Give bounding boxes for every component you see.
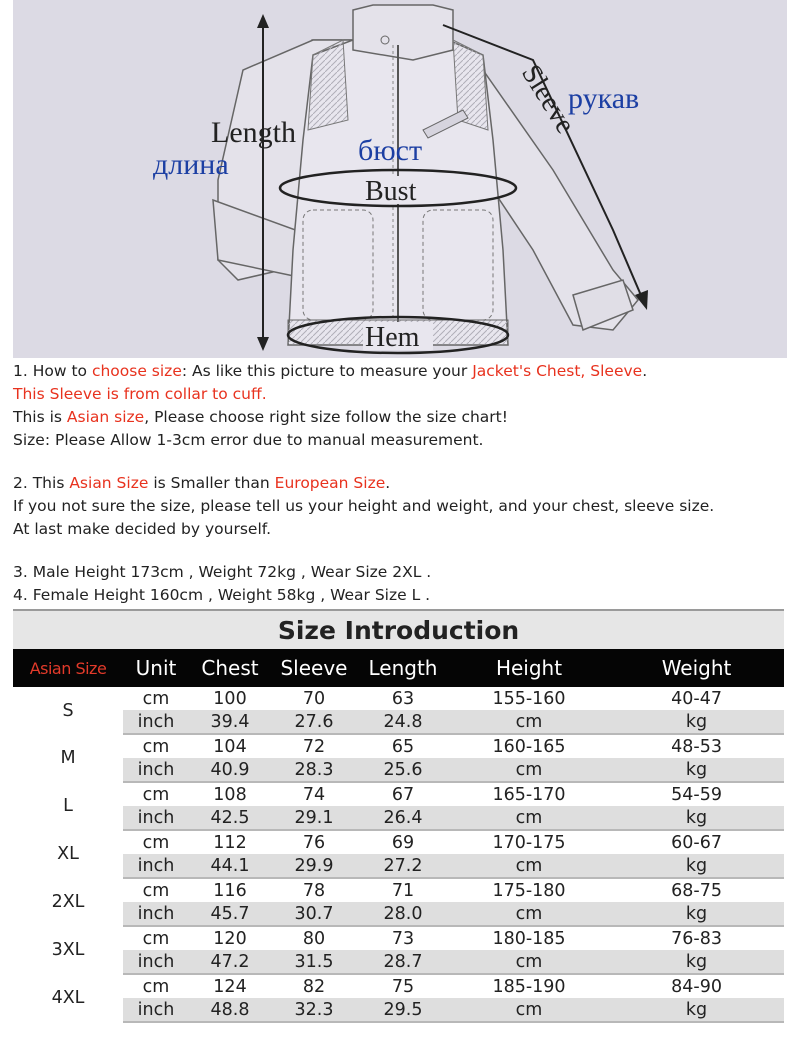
table-row (13, 734, 784, 758)
unit-cell: inch (123, 902, 189, 926)
value-cell: 42.5 (189, 806, 271, 830)
unit-cell: inch (123, 950, 189, 974)
note-line-6: If you not sure the size, please tell us your height and weight, and your chest, sleeve size. (13, 497, 715, 515)
value-cell: kg (609, 998, 784, 1022)
note-line-2: This Sleeve is from collar to cuff. (13, 385, 267, 403)
unit-cell: inch (123, 758, 189, 782)
value-cell: kg (609, 758, 784, 782)
table-title: Size Introduction (13, 610, 784, 649)
value-cell: 185-190 (492, 976, 566, 997)
value-cell: 54-59 (671, 784, 722, 805)
table-row (13, 830, 784, 854)
value-cell: 25.6 (357, 758, 449, 782)
value-cell: cm (449, 998, 609, 1022)
note-line-5 (13, 472, 793, 495)
value-cell: 48.8 (189, 998, 271, 1022)
value-cell: 78 (302, 880, 326, 901)
note-line-8: 3. Male Height 173cm , Weight 72kg , Wear Size 2XL . (13, 563, 432, 581)
value-cell: 30.7 (271, 902, 357, 926)
value-cell: 155-160 (492, 688, 566, 709)
value-cell: 108 (213, 784, 247, 805)
value-cell: 73 (391, 928, 415, 949)
value-cell: cm (449, 806, 609, 830)
note-line-9: 4. Female Height 160cm , Weight 58kg , Wear Size L . (13, 586, 431, 604)
value-cell: 48-53 (671, 736, 722, 757)
table-row (13, 687, 784, 710)
size-cell: 4XL (13, 974, 123, 1022)
unit-cell: cm (142, 928, 170, 949)
table-row (13, 710, 784, 734)
value-cell: 40-47 (671, 688, 722, 709)
value-cell: 100 (213, 688, 247, 709)
unit-cell: inch (123, 806, 189, 830)
bust-label-ru: бюст (358, 134, 423, 167)
value-cell: 170-175 (492, 832, 566, 853)
value-cell: cm (449, 710, 609, 734)
value-cell: 32.3 (271, 998, 357, 1022)
note-text: 1. How to (13, 362, 92, 380)
value-cell: 29.9 (271, 854, 357, 878)
note-highlight: Asian Size (69, 474, 149, 492)
header-chest: Chest (189, 649, 271, 687)
note-text: : As like this picture to measure your (181, 362, 473, 380)
value-cell: 39.4 (189, 710, 271, 734)
value-cell: 27.2 (357, 854, 449, 878)
size-table-body (13, 687, 784, 1022)
table-header-row (13, 649, 784, 687)
value-cell: 29.5 (357, 998, 449, 1022)
size-cell: 3XL (13, 926, 123, 974)
value-cell: cm (449, 854, 609, 878)
value-cell: kg (609, 854, 784, 878)
value-cell: 26.4 (357, 806, 449, 830)
unit-cell: inch (123, 998, 189, 1022)
table-row (13, 998, 784, 1022)
table-row (13, 758, 784, 782)
unit-cell: cm (142, 832, 170, 853)
value-cell: 28.3 (271, 758, 357, 782)
value-cell: 82 (302, 976, 326, 997)
value-cell: 45.7 (189, 902, 271, 926)
table-row (13, 878, 784, 902)
value-cell: 76 (302, 832, 326, 853)
value-cell: 27.6 (271, 710, 357, 734)
value-cell: 67 (391, 784, 415, 805)
unit-cell: cm (142, 880, 170, 901)
unit-cell: cm (142, 976, 170, 997)
value-cell: 65 (391, 736, 415, 757)
value-cell: 74 (302, 784, 326, 805)
value-cell: 75 (391, 976, 415, 997)
size-table (13, 609, 784, 1023)
note-text: , Please choose right size follow the size chart! (144, 408, 508, 426)
value-cell: 80 (302, 928, 326, 949)
unit-cell: cm (142, 736, 170, 757)
value-cell: 31.5 (271, 950, 357, 974)
note-text: This is (13, 408, 67, 426)
value-cell: 120 (213, 928, 247, 949)
length-label-ru: длина (153, 148, 229, 181)
table-row (13, 806, 784, 830)
table-row (13, 782, 784, 806)
note-highlight: choose size (91, 362, 182, 380)
note-highlight: Jacket's Chest, Sleeve (472, 362, 643, 380)
header-height: Height (449, 649, 609, 687)
length-label: Length (211, 116, 296, 149)
size-cell: S (13, 687, 123, 734)
value-cell: kg (609, 950, 784, 974)
header-length: Length (357, 649, 449, 687)
table-row (13, 902, 784, 926)
header-sleeve: Sleeve (271, 649, 357, 687)
value-cell: 24.8 (357, 710, 449, 734)
value-cell: 71 (391, 880, 415, 901)
value-cell: 76-83 (671, 928, 722, 949)
table-row (13, 950, 784, 974)
jacket-collar (353, 5, 453, 60)
note-line-4: Size: Please Allow 1-3cm error due to manual measurement. (13, 431, 484, 449)
value-cell: 104 (213, 736, 247, 757)
header-weight: Weight (609, 649, 784, 687)
value-cell: kg (609, 902, 784, 926)
unit-cell: cm (142, 688, 170, 709)
jacket-drawing (13, 0, 787, 358)
header-unit: Unit (123, 649, 189, 687)
value-cell: 70 (302, 688, 326, 709)
value-cell: 47.2 (189, 950, 271, 974)
note-text: is Smaller than (148, 474, 275, 492)
size-notes (13, 360, 793, 607)
unit-cell: cm (142, 784, 170, 805)
value-cell: kg (609, 806, 784, 830)
note-line-7: At last make decided by yourself. (13, 520, 272, 538)
value-cell: 68-75 (671, 880, 722, 901)
unit-cell: inch (123, 854, 189, 878)
value-cell: 84-90 (671, 976, 722, 997)
unit-cell: inch (123, 710, 189, 734)
size-cell: XL (13, 830, 123, 878)
value-cell: 28.7 (357, 950, 449, 974)
table-row (13, 854, 784, 878)
note-line-1 (13, 360, 793, 383)
value-cell: 28.0 (357, 902, 449, 926)
value-cell: 180-185 (492, 928, 566, 949)
value-cell: 116 (213, 880, 247, 901)
bust-label: Bust (365, 176, 417, 207)
sleeve-label-ru: рукав (568, 82, 640, 115)
note-text: . (642, 362, 648, 380)
value-cell: 175-180 (492, 880, 566, 901)
value-cell: 124 (213, 976, 247, 997)
note-line-3 (13, 406, 793, 429)
note-text: . (385, 474, 391, 492)
table-row (13, 926, 784, 950)
table-row (13, 974, 784, 998)
value-cell: 60-67 (671, 832, 722, 853)
size-cell: L (13, 782, 123, 830)
jacket-measurement-illustration (13, 0, 787, 358)
value-cell: 160-165 (492, 736, 566, 757)
sleeve-label: Sleeve (515, 59, 581, 140)
header-asian-size: Asian Size (13, 649, 123, 687)
value-cell: 29.1 (271, 806, 357, 830)
value-cell: 165-170 (492, 784, 566, 805)
value-cell: 72 (302, 736, 326, 757)
value-cell: cm (449, 758, 609, 782)
value-cell: 112 (213, 832, 247, 853)
value-cell: 63 (391, 688, 415, 709)
value-cell: 44.1 (189, 854, 271, 878)
note-highlight: Asian size (66, 408, 145, 426)
size-cell: M (13, 734, 123, 782)
note-text: 2. This (13, 474, 70, 492)
value-cell: cm (449, 950, 609, 974)
value-cell: kg (609, 710, 784, 734)
value-cell: cm (449, 902, 609, 926)
size-cell: 2XL (13, 878, 123, 926)
value-cell: 40.9 (189, 758, 271, 782)
value-cell: 69 (391, 832, 415, 853)
note-highlight: European Size (274, 474, 386, 492)
hem-label: Hem (365, 322, 420, 353)
